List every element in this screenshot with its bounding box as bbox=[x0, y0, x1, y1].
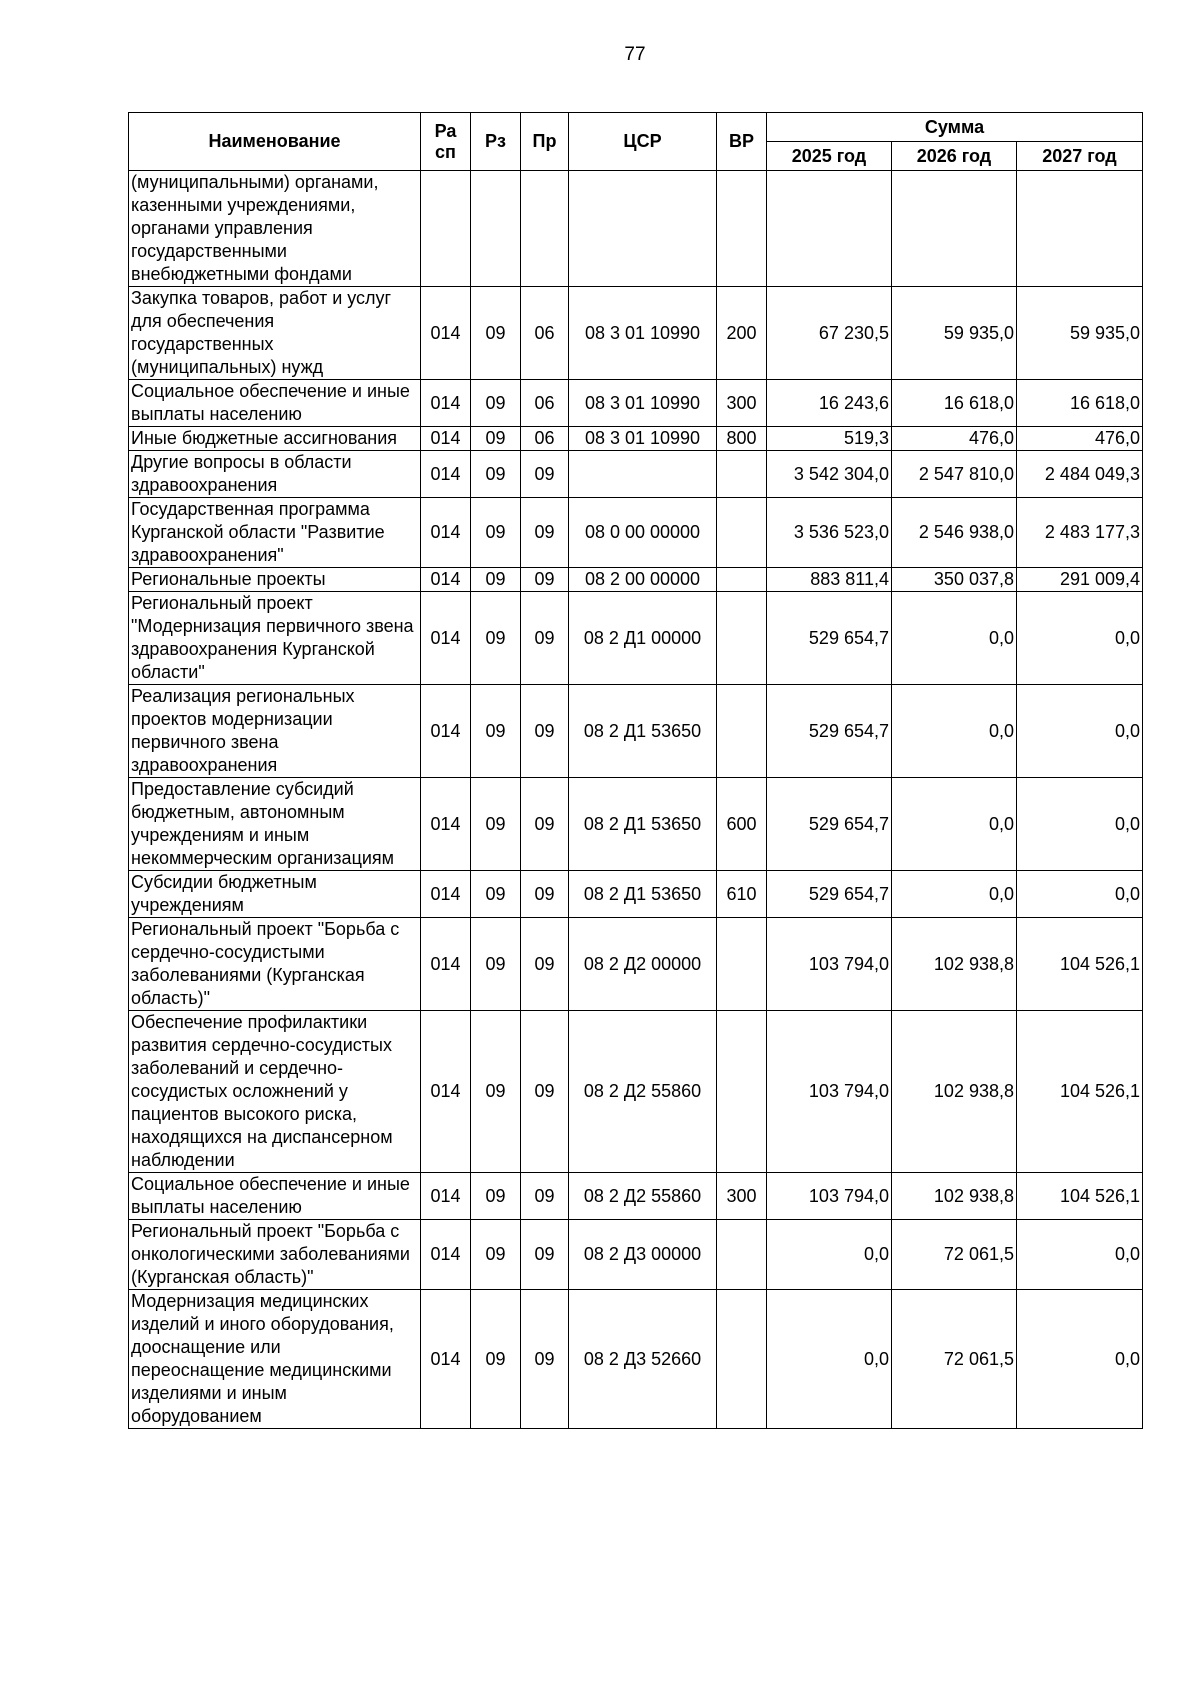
cell-pr bbox=[521, 171, 569, 287]
cell-vr: 300 bbox=[717, 380, 767, 427]
cell-ra: 014 bbox=[421, 380, 471, 427]
cell-name: Государственная программа Курганской области "Развитие здравоохранения" bbox=[129, 498, 421, 568]
budget-table bbox=[128, 112, 1143, 1429]
cell-2025: 529 654,7 bbox=[767, 685, 892, 778]
cell-name: Предоставление субсидий бюджетным, автономным учреждениям и иным некоммерческим организациям bbox=[129, 778, 421, 871]
cell-ra: 014 bbox=[421, 871, 471, 918]
cell-2025: 67 230,5 bbox=[767, 287, 892, 380]
cell-ra: 014 bbox=[421, 685, 471, 778]
cell-2027 bbox=[1017, 171, 1143, 287]
cell-name: (муниципальными) органами, казенными учреждениями, органами управления государственными внебюджетными фондами bbox=[129, 171, 421, 287]
cell-2025: 883 811,4 bbox=[767, 568, 892, 592]
table-row bbox=[129, 778, 1143, 871]
cell-vr bbox=[717, 685, 767, 778]
cell-name: Региональный проект "Борьба с сердечно-сосудистыми заболеваниями (Курганская область)" bbox=[129, 918, 421, 1011]
cell-name: Закупка товаров, работ и услуг для обеспечения государственных (муниципальных) нужд bbox=[129, 287, 421, 380]
cell-csr: 08 0 00 00000 bbox=[569, 498, 717, 568]
header-year-2025: 2025 год bbox=[767, 142, 892, 171]
cell-2026: 0,0 bbox=[892, 685, 1017, 778]
cell-csr: 08 3 01 10990 bbox=[569, 380, 717, 427]
cell-2025: 103 794,0 bbox=[767, 1011, 892, 1173]
cell-vr: 300 bbox=[717, 1173, 767, 1220]
cell-2025: 0,0 bbox=[767, 1220, 892, 1290]
cell-2027: 16 618,0 bbox=[1017, 380, 1143, 427]
cell-csr: 08 2 Д2 00000 bbox=[569, 918, 717, 1011]
cell-pr: 09 bbox=[521, 1173, 569, 1220]
cell-csr: 08 2 Д2 55860 bbox=[569, 1011, 717, 1173]
cell-rz: 09 bbox=[471, 1290, 521, 1429]
cell-rz: 09 bbox=[471, 592, 521, 685]
cell-rz: 09 bbox=[471, 871, 521, 918]
cell-csr: 08 2 Д2 55860 bbox=[569, 1173, 717, 1220]
cell-csr bbox=[569, 171, 717, 287]
table-row bbox=[129, 1173, 1143, 1220]
cell-csr: 08 2 Д1 53650 bbox=[569, 685, 717, 778]
cell-csr bbox=[569, 451, 717, 498]
cell-vr bbox=[717, 918, 767, 1011]
cell-rz: 09 bbox=[471, 427, 521, 451]
cell-2025: 529 654,7 bbox=[767, 871, 892, 918]
cell-pr: 06 bbox=[521, 427, 569, 451]
header-year-2026: 2026 год bbox=[892, 142, 1017, 171]
cell-rz: 09 bbox=[471, 685, 521, 778]
cell-2027: 104 526,1 bbox=[1017, 1173, 1143, 1220]
cell-pr: 09 bbox=[521, 871, 569, 918]
cell-pr: 09 bbox=[521, 778, 569, 871]
cell-ra: 014 bbox=[421, 287, 471, 380]
cell-2025: 529 654,7 bbox=[767, 592, 892, 685]
cell-vr bbox=[717, 171, 767, 287]
cell-2026: 0,0 bbox=[892, 592, 1017, 685]
cell-2025 bbox=[767, 171, 892, 287]
cell-2025: 3 542 304,0 bbox=[767, 451, 892, 498]
cell-rz bbox=[471, 171, 521, 287]
table-row bbox=[129, 1290, 1143, 1429]
cell-2025: 529 654,7 bbox=[767, 778, 892, 871]
cell-ra: 014 bbox=[421, 451, 471, 498]
cell-2027: 104 526,1 bbox=[1017, 918, 1143, 1011]
cell-vr bbox=[717, 568, 767, 592]
cell-name: Социальное обеспечение и иные выплаты населению bbox=[129, 380, 421, 427]
cell-rz: 09 bbox=[471, 778, 521, 871]
header-pr: Пр bbox=[521, 113, 569, 171]
cell-pr: 06 bbox=[521, 287, 569, 380]
cell-csr: 08 2 Д3 00000 bbox=[569, 1220, 717, 1290]
cell-csr: 08 2 Д1 53650 bbox=[569, 871, 717, 918]
table-row bbox=[129, 498, 1143, 568]
table-row bbox=[129, 1220, 1143, 1290]
header-sum: Сумма bbox=[767, 113, 1143, 142]
cell-name: Другие вопросы в области здравоохранения bbox=[129, 451, 421, 498]
cell-2027: 476,0 bbox=[1017, 427, 1143, 451]
cell-pr: 09 bbox=[521, 1220, 569, 1290]
cell-vr: 800 bbox=[717, 427, 767, 451]
cell-2026: 476,0 bbox=[892, 427, 1017, 451]
cell-2027: 0,0 bbox=[1017, 1220, 1143, 1290]
cell-2027: 0,0 bbox=[1017, 1290, 1143, 1429]
header-row bbox=[129, 113, 1143, 142]
table-row bbox=[129, 685, 1143, 778]
table-row bbox=[129, 918, 1143, 1011]
table-row bbox=[129, 380, 1143, 427]
cell-2026: 350 037,8 bbox=[892, 568, 1017, 592]
cell-name: Региональный проект "Модернизация первичного звена здравоохранения Курганской области" bbox=[129, 592, 421, 685]
header-year-2027: 2027 год bbox=[1017, 142, 1143, 171]
cell-ra: 014 bbox=[421, 498, 471, 568]
table-row bbox=[129, 592, 1143, 685]
cell-vr bbox=[717, 451, 767, 498]
cell-rz: 09 bbox=[471, 380, 521, 427]
cell-name: Реализация региональных проектов модернизации первичного звена здравоохранения bbox=[129, 685, 421, 778]
header-name: Наименование bbox=[129, 113, 421, 171]
header-csr: ЦСР bbox=[569, 113, 717, 171]
cell-ra: 014 bbox=[421, 1011, 471, 1173]
cell-ra bbox=[421, 171, 471, 287]
cell-2027: 0,0 bbox=[1017, 685, 1143, 778]
cell-rz: 09 bbox=[471, 451, 521, 498]
cell-ra: 014 bbox=[421, 1173, 471, 1220]
cell-2027: 0,0 bbox=[1017, 592, 1143, 685]
table-row bbox=[129, 451, 1143, 498]
cell-vr bbox=[717, 1220, 767, 1290]
cell-rz: 09 bbox=[471, 568, 521, 592]
cell-pr: 09 bbox=[521, 1290, 569, 1429]
cell-csr: 08 3 01 10990 bbox=[569, 287, 717, 380]
cell-csr: 08 3 01 10990 bbox=[569, 427, 717, 451]
cell-ra: 014 bbox=[421, 592, 471, 685]
cell-2026 bbox=[892, 171, 1017, 287]
cell-2025: 103 794,0 bbox=[767, 918, 892, 1011]
cell-name: Модернизация медицинских изделий и иного оборудования, дооснащение или переоснащение медицинскими изделиями и иным оборудованием bbox=[129, 1290, 421, 1429]
cell-ra: 014 bbox=[421, 918, 471, 1011]
cell-2027: 291 009,4 bbox=[1017, 568, 1143, 592]
cell-2025: 3 536 523,0 bbox=[767, 498, 892, 568]
cell-2027: 104 526,1 bbox=[1017, 1011, 1143, 1173]
cell-vr bbox=[717, 498, 767, 568]
cell-rz: 09 bbox=[471, 1011, 521, 1173]
cell-2027: 0,0 bbox=[1017, 871, 1143, 918]
table-body bbox=[129, 171, 1143, 1429]
table-row bbox=[129, 171, 1143, 287]
table-row bbox=[129, 287, 1143, 380]
cell-2026: 102 938,8 bbox=[892, 1011, 1017, 1173]
cell-name: Обеспечение профилактики развития сердечно-сосудистых заболеваний и сердечно-сосудистых осложнений у пациентов высокого риска, находящихся на диспансерном наблюдении bbox=[129, 1011, 421, 1173]
cell-2026: 2 547 810,0 bbox=[892, 451, 1017, 498]
cell-2026: 72 061,5 bbox=[892, 1290, 1017, 1429]
cell-ra: 014 bbox=[421, 427, 471, 451]
cell-vr bbox=[717, 1290, 767, 1429]
cell-2026: 0,0 bbox=[892, 778, 1017, 871]
cell-ra: 014 bbox=[421, 1290, 471, 1429]
cell-2025: 16 243,6 bbox=[767, 380, 892, 427]
cell-2027: 59 935,0 bbox=[1017, 287, 1143, 380]
cell-csr: 08 2 Д1 00000 bbox=[569, 592, 717, 685]
cell-name: Иные бюджетные ассигнования bbox=[129, 427, 421, 451]
cell-2027: 2 484 049,3 bbox=[1017, 451, 1143, 498]
table-row bbox=[129, 1011, 1143, 1173]
cell-name: Региональные проекты bbox=[129, 568, 421, 592]
cell-2026: 16 618,0 bbox=[892, 380, 1017, 427]
cell-csr: 08 2 Д1 53650 bbox=[569, 778, 717, 871]
cell-2025: 519,3 bbox=[767, 427, 892, 451]
cell-rz: 09 bbox=[471, 1220, 521, 1290]
cell-2025: 103 794,0 bbox=[767, 1173, 892, 1220]
cell-name: Социальное обеспечение и иные выплаты населению bbox=[129, 1173, 421, 1220]
header-rz: Рз bbox=[471, 113, 521, 171]
cell-rz: 09 bbox=[471, 287, 521, 380]
table-row bbox=[129, 568, 1143, 592]
cell-pr: 09 bbox=[521, 685, 569, 778]
cell-csr: 08 2 00 00000 bbox=[569, 568, 717, 592]
cell-name: Субсидии бюджетным учреждениям bbox=[129, 871, 421, 918]
cell-pr: 09 bbox=[521, 498, 569, 568]
cell-vr: 610 bbox=[717, 871, 767, 918]
cell-vr: 600 bbox=[717, 778, 767, 871]
cell-vr bbox=[717, 1011, 767, 1173]
table-row bbox=[129, 871, 1143, 918]
cell-2025: 0,0 bbox=[767, 1290, 892, 1429]
header-vr: ВР bbox=[717, 113, 767, 171]
cell-ra: 014 bbox=[421, 1220, 471, 1290]
cell-name: Региональный проект "Борьба с онкологическими заболеваниями (Курганская область)" bbox=[129, 1220, 421, 1290]
cell-csr: 08 2 Д3 52660 bbox=[569, 1290, 717, 1429]
cell-2027: 2 483 177,3 bbox=[1017, 498, 1143, 568]
cell-2026: 2 546 938,0 bbox=[892, 498, 1017, 568]
cell-2026: 102 938,8 bbox=[892, 1173, 1017, 1220]
cell-pr: 09 bbox=[521, 918, 569, 1011]
cell-2026: 0,0 bbox=[892, 871, 1017, 918]
cell-pr: 09 bbox=[521, 451, 569, 498]
cell-pr: 06 bbox=[521, 380, 569, 427]
cell-pr: 09 bbox=[521, 1011, 569, 1173]
cell-2026: 72 061,5 bbox=[892, 1220, 1017, 1290]
cell-2027: 0,0 bbox=[1017, 778, 1143, 871]
header-ra: Ра сп bbox=[421, 113, 471, 171]
cell-rz: 09 bbox=[471, 498, 521, 568]
table-row bbox=[129, 427, 1143, 451]
cell-2026: 102 938,8 bbox=[892, 918, 1017, 1011]
cell-pr: 09 bbox=[521, 592, 569, 685]
cell-vr: 200 bbox=[717, 287, 767, 380]
page-number: 77 bbox=[624, 44, 646, 65]
cell-rz: 09 bbox=[471, 1173, 521, 1220]
cell-2026: 59 935,0 bbox=[892, 287, 1017, 380]
cell-pr: 09 bbox=[521, 568, 569, 592]
cell-vr bbox=[717, 592, 767, 685]
cell-ra: 014 bbox=[421, 778, 471, 871]
cell-ra: 014 bbox=[421, 568, 471, 592]
cell-rz: 09 bbox=[471, 918, 521, 1011]
